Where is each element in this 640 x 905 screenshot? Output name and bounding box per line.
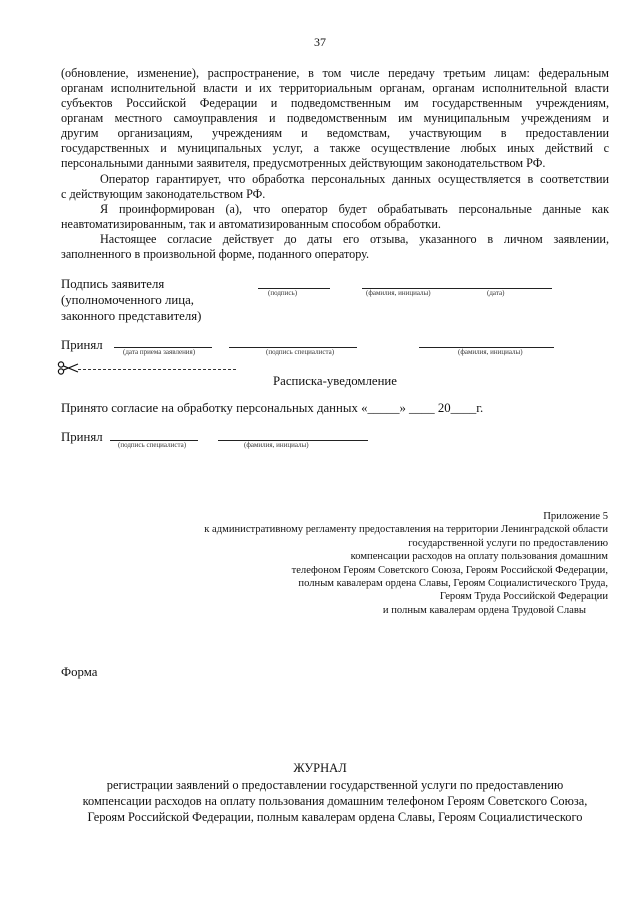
text-line: с действующим законодательством РФ. [61, 187, 266, 201]
text-line: персональными данными заявителя, предусмотренных действующим законодательством РФ. [61, 156, 546, 170]
text-line: законного представителя) [61, 309, 202, 323]
text-line: государственной услуги по предоставлению [408, 537, 608, 549]
receipt-title: Расписка-уведомление [273, 374, 397, 388]
text-line: субъектов Российской Федерации и подведомственным им государственным учреждениям, [61, 96, 609, 110]
text-line: другим организациям, учреждениям и ведомствам, участвующим в предоставлении [61, 126, 609, 140]
accepted-label: Принял [61, 338, 103, 352]
receipt-consent-line: Принято согласие на обработку персональных данных «_____» ____ 20____г. [61, 401, 484, 415]
cut-line [78, 369, 236, 370]
text-line: Подпись заявителя [61, 277, 165, 291]
caption-signature: (подпись) [268, 289, 298, 297]
text-line: Оператор гарантирует, что обработка персональных данных осуществляется в соответствии [100, 172, 609, 186]
text-line: и полным кавалерам ордена Трудовой Славы [382, 604, 586, 616]
consent-paragraph-3 [61, 202, 609, 232]
form-label: Форма [61, 665, 98, 679]
scissors-icon [57, 361, 79, 375]
caption-date: (дата) [487, 289, 505, 297]
text-line: компенсации расходов на оплату пользования домашним [350, 551, 608, 563]
text-line: телефоном Героям Советского Союза, Героям Российской Федерации, [291, 564, 608, 576]
text-line: Героям Труда Российской Федерации [439, 591, 608, 603]
text-line: органам исполнительной власти и их территориальным органам, органам исполнительной власти [61, 81, 609, 95]
text-line: (уполномоченного лица, [61, 293, 194, 307]
text-line: Я проинформирован (а), что оператор будет обрабатывать персональные данные как [100, 202, 609, 216]
text-line: Приложение 5 [543, 511, 608, 522]
receipt-accepted-label: Принял [61, 430, 103, 444]
applicant-signature-label [61, 276, 201, 324]
text-line: Героям Российской Федерации, полным кавалерам ордена Славы, Героям Социалистического [87, 810, 583, 824]
caption-receipt-fullname: (фамилия, инициалы) [244, 441, 309, 449]
caption-accept-date: (дата приема заявления) [123, 348, 196, 356]
text-line: Настоящее согласие действует до даты его отзыва, указанного в личном заявлении, [100, 232, 609, 246]
text-line: заполненного в произвольной форме, поданного оператору. [61, 247, 370, 261]
text-line: регистрации заявлений о предоставлении государственной услуги по предоставлению [106, 778, 564, 792]
consent-paragraph-1 [61, 66, 609, 171]
consent-paragraph-2 [61, 172, 609, 202]
text-line: государственных и муниципальных услуг, а также осуществление любых иных действий с [61, 141, 609, 155]
text-line: (обновление, изменение), распространение, в том числе передачу третьим лицам: федеральным [61, 66, 609, 80]
text-line: компенсации расходов на оплату пользования домашним телефоном Героям Советского Союза, [82, 794, 588, 808]
text-line: органам местного самоуправления и подведомственным им муниципальным учреждениям и [61, 111, 609, 125]
text-line: к административному регламенту предоставления на территории Ленинградской области [204, 524, 608, 536]
journal-title: ЖУРНАЛ [293, 761, 347, 775]
text-line: полным кавалерам ордена Славы, Героям Социалистического Труда, [298, 578, 608, 590]
text-line: неавтоматизированным, так и автоматизированным способом обработки. [61, 217, 441, 231]
caption-specialist-signature: (подпись специалиста) [266, 348, 335, 356]
caption-fullname-2: (фамилия, инициалы) [458, 348, 523, 356]
appendix-header [204, 510, 608, 617]
page-number: 37 [314, 35, 326, 49]
journal-subtitle [0, 777, 640, 825]
consent-paragraph-4 [61, 232, 609, 262]
caption-receipt-signature: (подпись специалиста) [118, 441, 187, 449]
caption-fullname: (фамилия, инициалы) [366, 289, 431, 297]
